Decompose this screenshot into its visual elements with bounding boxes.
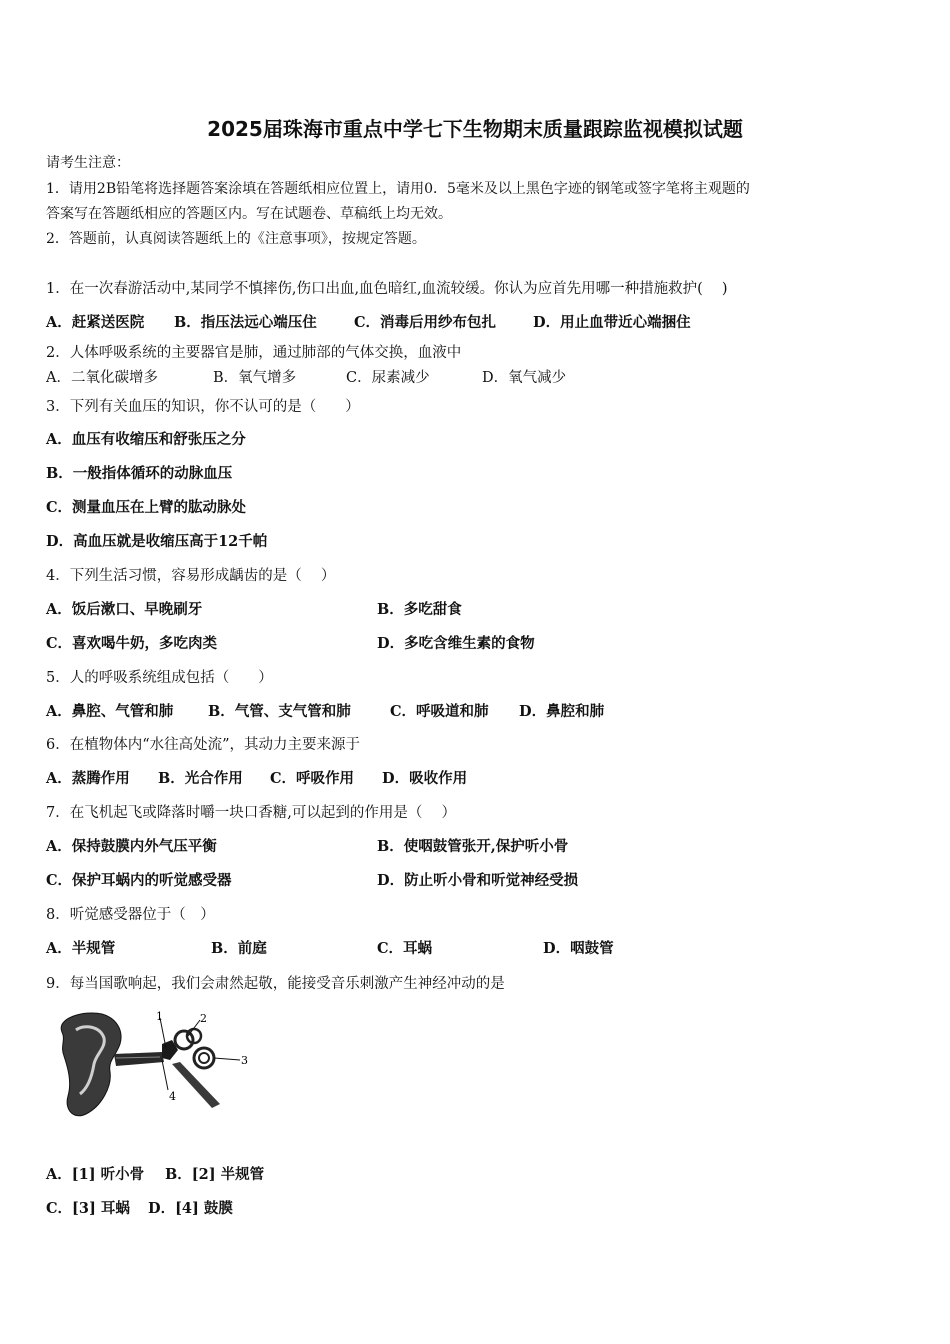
notice-item: 2．答题前，认真阅读答题纸上的《注意事项》，按规定答题。 [46, 231, 426, 247]
question-stem: 1．在一次春游活动中,某同学不慎摔伤,伤口出血,血色暗红,血流较缓。你认为应首先用哪一种措施救护( ) [46, 281, 728, 297]
option: B．[2] 半规管 [165, 1166, 265, 1183]
option: A．[1] 听小骨 [46, 1166, 145, 1183]
notice-heading: 请考生注意： [46, 155, 130, 171]
question-stem: 9．每当国歌响起，我们会肃然起敬，能接受音乐刺激产生神经冲动的是 [46, 976, 505, 992]
ear-diagram [54, 1010, 254, 1122]
option: D．用止血带近心端捆住 [533, 314, 691, 331]
diagram-label: 3 [241, 1054, 248, 1067]
option: C．喜欢喝牛奶，多吃肉类 [46, 635, 218, 652]
option: B．使咽鼓管张开,保护听小骨 [377, 838, 569, 855]
diagram-label: 1 [156, 1010, 163, 1023]
option: C．尿素减少 [346, 370, 430, 386]
option: A．半规管 [46, 940, 116, 957]
option: A．保持鼓膜内外气压平衡 [46, 838, 217, 855]
question-stem: 8．听觉感受器位于（ ） [46, 907, 215, 923]
diagram-label: 2 [200, 1012, 207, 1025]
option: D．防止听小骨和听觉神经受损 [377, 872, 579, 889]
option: B．气管、支气管和肺 [208, 703, 351, 720]
option: C．保护耳蜗内的听觉感受器 [46, 872, 232, 889]
option: A．二氧化碳增多 [46, 370, 158, 386]
notice-item: 答案写在答题纸相应的答题区内。写在试题卷、草稿纸上均无效。 [46, 206, 452, 222]
option: C．消毒后用纱布包扎 [354, 314, 497, 331]
option: D．多吃含维生素的食物 [377, 635, 535, 652]
option: A．饭后漱口、早晚刷牙 [46, 601, 203, 618]
option: C．测量血压在上臂的肱动脉处 [46, 499, 247, 516]
option: C．[3] 耳蜗 [46, 1200, 130, 1217]
option: D．吸收作用 [382, 770, 468, 787]
option: C．呼吸道和肺 [390, 703, 489, 720]
notice-item: 1．请用2B铅笔将选择题答案涂填在答题纸相应位置上，请用0．5毫米及以上黑色字迹的钢笔或签字笔将主观题的 [46, 181, 750, 197]
question-stem: 5．人的呼吸系统组成包括（ ） [46, 670, 273, 686]
question-stem: 4．下列生活习惯，容易形成龋齿的是（ ） [46, 568, 336, 584]
option: B．一般指体循环的动脉血压 [46, 465, 233, 482]
question-stem: 3．下列有关血压的知识，你不认可的是（ ） [46, 399, 360, 415]
option: B．光合作用 [158, 770, 243, 787]
option: A．蒸腾作用 [46, 770, 130, 787]
question-stem: 6．在植物体内“水往高处流”，其动力主要来源于 [46, 737, 361, 753]
option: B．多吃甜食 [377, 601, 462, 618]
question-stem: 7．在飞机起飞或降落时嚼一块口香糖,可以起到的作用是（ ） [46, 805, 456, 821]
option: C．耳蜗 [377, 940, 433, 957]
option: D．高血压就是收缩压高于12千帕 [46, 533, 268, 550]
question-stem: 2．人体呼吸系统的主要器官是肺，通过肺部的气体交换，血液中 [46, 345, 462, 361]
option: B．氧气增多 [213, 370, 297, 386]
option: D．氧气减少 [482, 370, 567, 386]
option: B．前庭 [211, 940, 267, 957]
option: A．赶紧送医院 [46, 314, 145, 331]
option: A．血压有收缩压和舒张压之分 [46, 431, 246, 448]
diagram-label: 4 [169, 1090, 176, 1103]
option: D．[4] 鼓膜 [148, 1200, 233, 1217]
option: A．鼻腔、气管和肺 [46, 703, 174, 720]
option: D．鼻腔和肺 [519, 703, 605, 720]
option: D．咽鼓管 [543, 940, 614, 957]
option: B．指压法远心端压住 [174, 314, 317, 331]
option: C．呼吸作用 [270, 770, 355, 787]
page-title: 2025届珠海市重点中学七下生物期末质量跟踪监视模拟试题 [207, 117, 743, 141]
